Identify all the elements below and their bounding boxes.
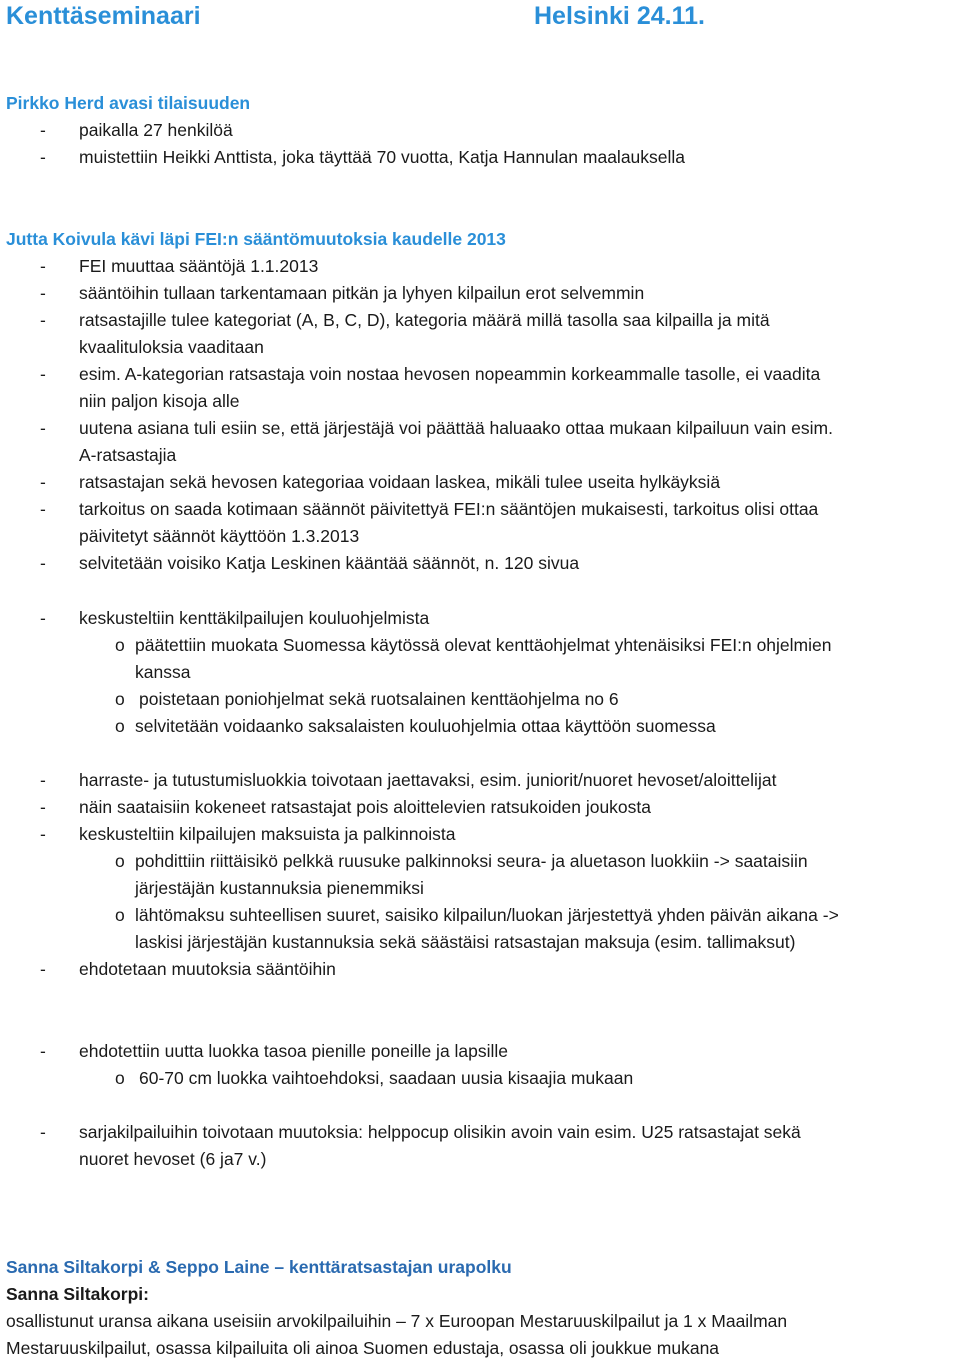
dash-marker: - (40, 824, 46, 844)
dash-marker: - (40, 770, 46, 790)
list-item: ratsastajille tulee kategoriat (A, B, C, D), kategoria määrä millä tasolla saa kilpailla ja mitä (79, 310, 770, 330)
header-title: Kenttäseminaari (6, 2, 201, 30)
sub-bullet-marker: o (115, 689, 125, 709)
sub-list-item: poistetaan poniohjelmat sekä ruotsalainen kenttäohjelma no 6 (139, 689, 619, 709)
list-item: esim. A-kategorian ratsastaja voin nostaa hevosen nopeammin korkeammalle tasolle, ei vaadita (79, 364, 821, 384)
sub-list-item: 60-70 cm luokka vaihtoehdoksi, saadaan uusia kisaajia mukaan (139, 1068, 634, 1088)
sub-list-item: pohdittiin riittäisikö pelkkä ruusuke palkinnoksi seura- ja aluetason luokkiin -> saataisiin (135, 851, 808, 871)
list-item: ratsastajan sekä hevosen kategoriaa voidaan laskea, mikäli tulee useita hylkäyksiä (79, 472, 721, 492)
section-heading-fei-rules: Jutta Koivula kävi läpi FEI:n sääntömuutoksia kaudelle 2013 (6, 229, 506, 249)
speaker-subheading: Sanna Siltakorpi: (6, 1284, 149, 1304)
dash-marker: - (40, 959, 46, 979)
dash-marker: - (40, 499, 46, 519)
paragraph-line: Mestaruuskilpailut, osassa kilpailuita oli ainoa Suomen edustaja, osassa oli joukkue mukana (6, 1338, 720, 1358)
dash-marker: - (40, 364, 46, 384)
list-item-continuation: kvaalituloksia vaaditaan (79, 337, 264, 357)
sub-bullet-marker: o (115, 851, 125, 871)
sub-bullet-marker: o (115, 716, 125, 736)
sub-list-item: lähtömaksu suhteellisen suuret, saisiko kilpailun/luokan järjestettyä yhden päivän aikana -> (135, 905, 839, 925)
dash-marker: - (40, 553, 46, 573)
list-item: ehdotetaan muutoksia sääntöihin (79, 959, 336, 979)
sub-list-item-continuation: kanssa (135, 662, 191, 682)
list-item: sarjakilpailuihin toivotaan muutoksia: helppocup olisikin avoin vain esim. U25 ratsastajat sekä (79, 1122, 801, 1142)
sub-list-item-continuation: laskisi järjestäjän kustannuksia sekä säästäisi ratsastajan maksuja (esim. tallimaksut) (135, 932, 796, 952)
list-item-continuation: nuoret hevoset (6 ja7 v.) (79, 1149, 267, 1169)
dash-marker: - (40, 797, 46, 817)
header-date: Helsinki 24.11. (534, 2, 705, 30)
dash-marker: - (40, 608, 46, 628)
list-item-continuation: päivitetyt säännöt käyttöön 1.3.2013 (79, 526, 360, 546)
list-item: uutena asiana tuli esiin se, että järjestäjä voi päättää haluaako ottaa mukaan kilpailuun vain esim. (79, 418, 833, 438)
list-item: näin saataisiin kokeneet ratsastajat pois aloittelevien ratsukoiden joukosta (79, 797, 652, 817)
list-item: keskusteltiin kilpailujen maksuista ja palkinnoista (79, 824, 456, 844)
list-item: paikalla 27 henkilöä (79, 120, 233, 140)
sub-list-item: päätettiin muokata Suomessa käytössä olevat kenttäohjelmat yhtenäisiksi FEI:n ohjelmien (135, 635, 832, 655)
list-item: muistettiin Heikki Anttista, joka täyttää 70 vuotta, Katja Hannulan maalauksella (79, 147, 686, 167)
sub-bullet-marker: o (115, 635, 125, 655)
list-item: sääntöihin tullaan tarkentamaan pitkän ja lyhyen kilpailun erot selvemmin (79, 283, 645, 303)
dash-marker: - (40, 472, 46, 492)
dash-marker: - (40, 147, 46, 167)
section-heading-opening: Pirkko Herd avasi tilaisuuden (6, 93, 251, 113)
list-item: keskusteltiin kenttäkilpailujen kouluohjelmista (79, 608, 430, 628)
dash-marker: - (40, 310, 46, 330)
dash-marker: - (40, 1122, 46, 1142)
sub-list-item: selvitetään voidaanko saksalaisten kouluohjelmia ottaa käyttöön suomessa (135, 716, 716, 736)
sub-bullet-marker: o (115, 905, 125, 925)
list-item: tarkoitus on saada kotimaan säännöt päivitettyä FEI:n sääntöjen mukaisesti, tarkoitus olisi ottaa (79, 499, 819, 519)
sub-list-item-continuation: järjestäjän kustannuksia pienemmiksi (135, 878, 424, 898)
dash-marker: - (40, 418, 46, 438)
list-item: FEI muuttaa sääntöjä 1.1.2013 (79, 256, 319, 276)
dash-marker: - (40, 1041, 46, 1061)
list-item-continuation: niin paljon kisoja alle (79, 391, 240, 411)
list-item: harraste- ja tutustumisluokkia toivotaan jaettavaksi, esim. juniorit/nuoret hevoset/aloittelijat (79, 770, 777, 790)
list-item-continuation: A-ratsastajia (79, 445, 177, 465)
paragraph-line: osallistunut uransa aikana useisiin arvokilpailuihin – 7 x Euroopan Mestaruuskilpailut ja 1 x Maailman (6, 1311, 788, 1331)
dash-marker: - (40, 256, 46, 276)
section-heading-career-path: Sanna Siltakorpi & Seppo Laine – kenttäratsastajan urapolku (6, 1257, 512, 1277)
list-item: selvitetään voisiko Katja Leskinen kääntää säännöt, n. 120 sivua (79, 553, 580, 573)
dash-marker: - (40, 120, 46, 140)
dash-marker: - (40, 283, 46, 303)
sub-bullet-marker: o (115, 1068, 125, 1088)
list-item: ehdotettiin uutta luokka tasoa pienille poneille ja lapsille (79, 1041, 509, 1061)
